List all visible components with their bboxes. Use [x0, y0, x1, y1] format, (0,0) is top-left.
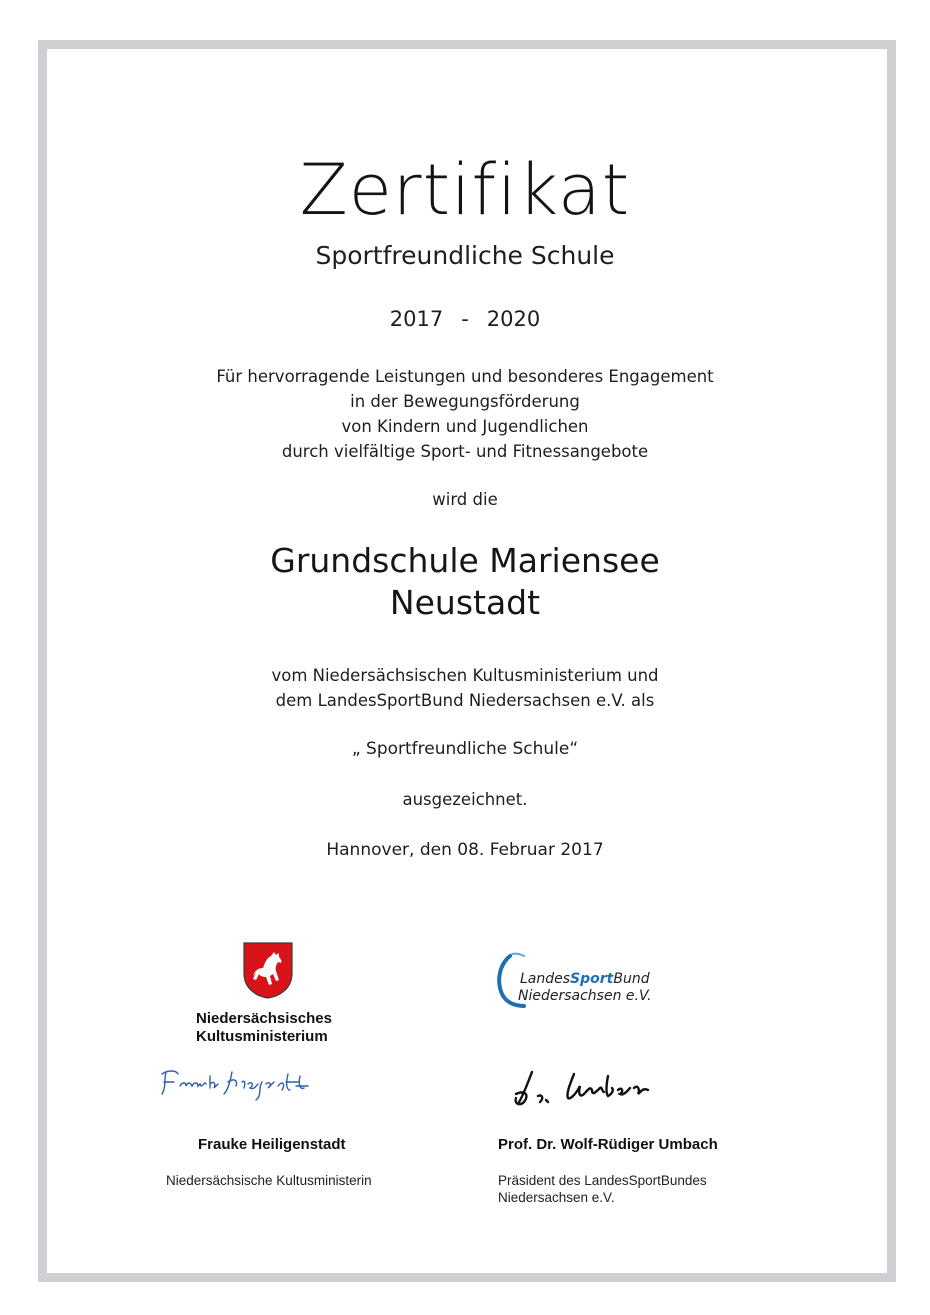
certificate-title: Zertifikat [299, 149, 631, 231]
awarded-by-line: vom Niedersächsischen Kultusministerium und [271, 666, 659, 685]
awarded-by [0, 663, 930, 713]
signature-umbach [510, 1064, 670, 1116]
connector-text: wird die [432, 490, 498, 509]
award-reason-line: durch vielfältige Sport- und Fitnessangebote [281, 442, 649, 461]
ministry-name-line: Kultusministerium [196, 1028, 328, 1045]
landessportbund-logo [494, 950, 654, 1012]
certificate-subtitle: Sportfreundliche Schule [315, 241, 615, 270]
president-role [498, 1172, 707, 1206]
school-name [0, 540, 930, 624]
award-reason-line: in der Bewegungsförderung [350, 392, 580, 411]
president-role-line: Niedersachsen e.V. [498, 1190, 615, 1205]
award-reason-line: von Kindern und Jugendlichen [341, 417, 589, 436]
awarded-by-line: dem LandesSportBund Niedersachsen e.V. als [275, 691, 655, 710]
logo-line2: Niedersachsen e.V. [518, 988, 652, 1004]
school-name-line: Grundschule Mariensee [270, 541, 660, 580]
awarded-word: ausgezeichnet. [402, 790, 528, 809]
ministry-name [196, 1010, 356, 1046]
school-location-line: Neustadt [389, 583, 541, 622]
minister-name: Frauke Heiligenstadt [198, 1136, 346, 1153]
signature-heiligenstadt [158, 1060, 328, 1104]
president-role-line: Präsident des LandesSportBundes [498, 1173, 707, 1188]
year-end: 2020 [486, 307, 541, 331]
ministry-name-line: Niedersächsisches [196, 1010, 332, 1027]
award-name: „ Sportfreundliche Schule“ [351, 739, 579, 759]
lower-saxony-horse-crest-icon [241, 940, 295, 1000]
year-start: 2017 [389, 307, 444, 331]
year-separator: - [461, 307, 469, 331]
award-reason [0, 364, 930, 464]
award-reason-line: Für hervorragende Leistungen und besonderes Engagement [216, 367, 714, 386]
president-name: Prof. Dr. Wolf-Rüdiger Umbach [498, 1136, 718, 1153]
place-date: Hannover, den 08. Februar 2017 [326, 840, 604, 860]
logo-line1: LandesSportBund [520, 971, 650, 987]
minister-role: Niedersächsische Kultusministerin [166, 1173, 372, 1188]
validity-period [0, 305, 930, 333]
